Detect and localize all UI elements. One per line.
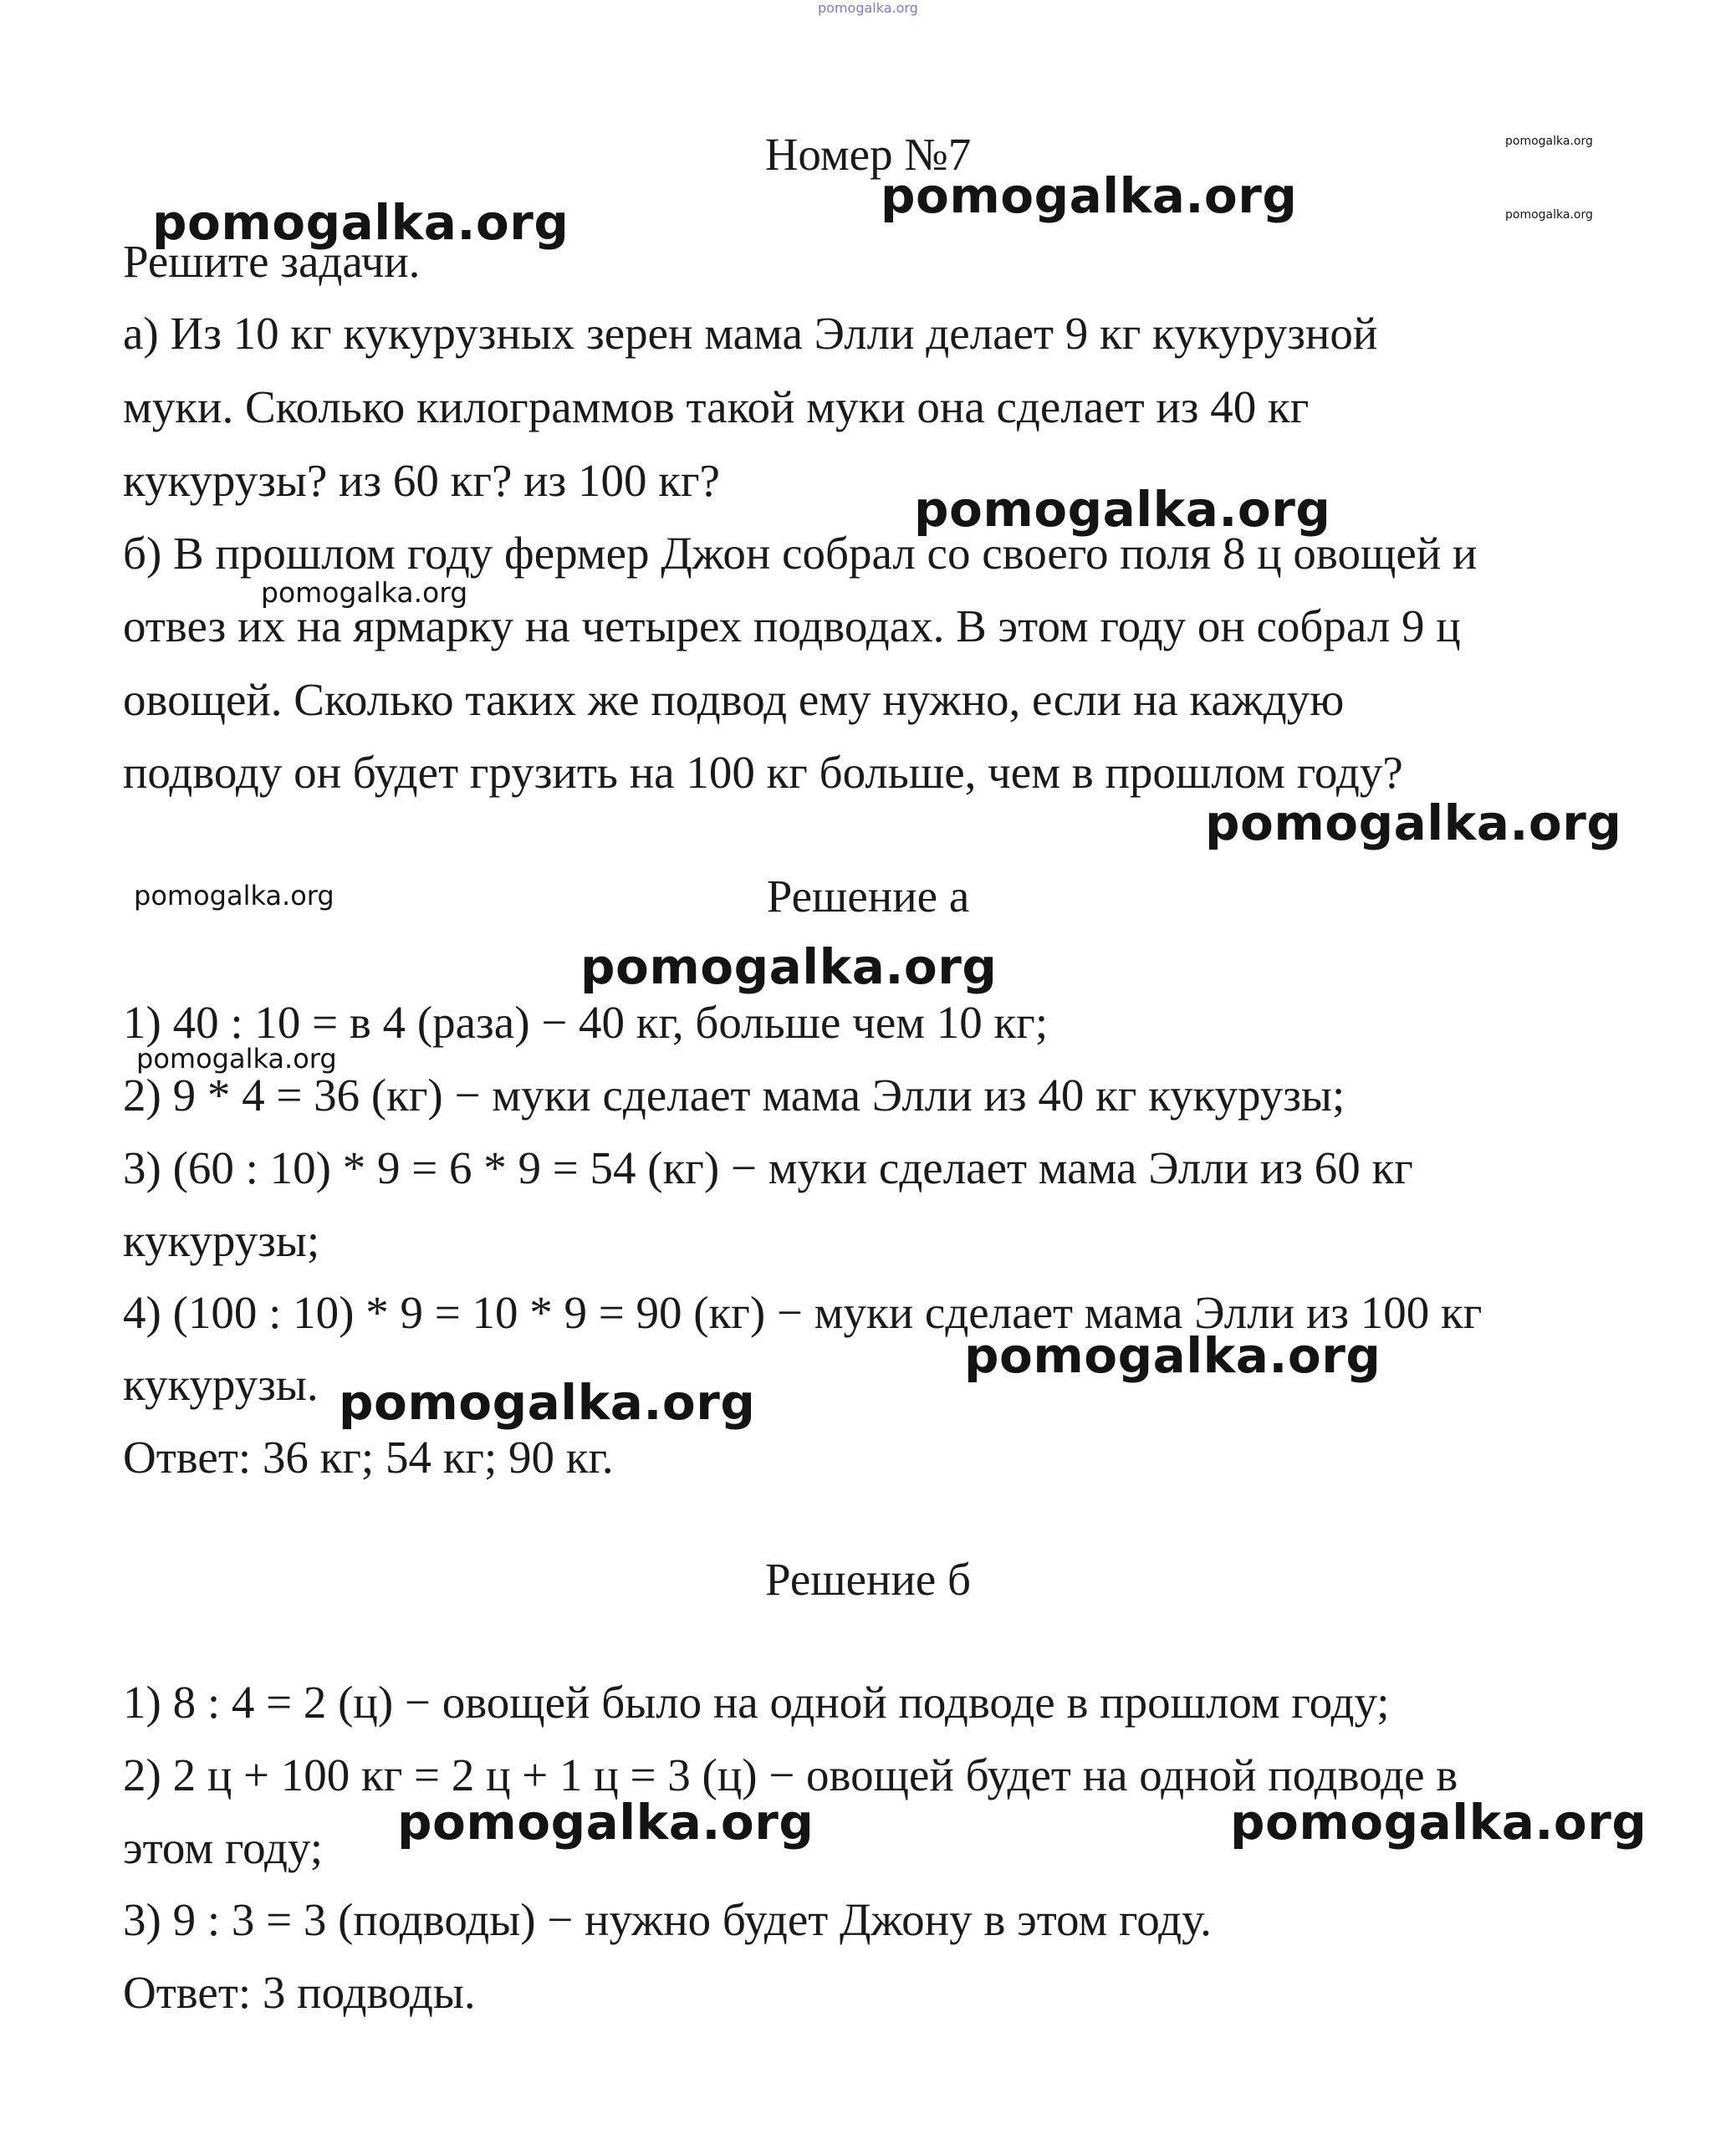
watermark-11: pomogalka.org: [397, 1794, 814, 1851]
solution-b-line: 3) 9 : 3 = 3 (подводы) − нужно будет Джону в этом году.: [123, 1894, 1212, 1945]
watermark-9: pomogalka.org: [964, 1327, 1381, 1384]
solution-a-line: 4) (100 : 10) * 9 = 10 * 9 = 90 (кг) − муки сделает мама Элли из 100 кг: [123, 1287, 1483, 1338]
watermark-6: pomogalka.org: [134, 880, 334, 912]
solution-a-heading: Решение а: [766, 871, 970, 922]
problem-a-line: муки. Сколько килограммов такой муки она сделает из 40 кг: [123, 381, 1310, 432]
watermark-12: pomogalka.org: [1230, 1794, 1647, 1851]
watermark-8: pomogalka.org: [136, 1043, 337, 1075]
problem-b-line: подводу он будет грузить на 100 кг больше, чем в прошлом году?: [123, 747, 1403, 798]
watermark-1: pomogalka.org: [881, 167, 1298, 224]
watermark-7: pomogalka.org: [580, 938, 998, 995]
solution-a-line: кукурузы;: [123, 1215, 320, 1266]
solution-a-answer: Ответ: 36 кг; 54 кг; 90 кг.: [123, 1432, 614, 1483]
watermark-small-2: pomogalka.org: [1505, 208, 1593, 222]
solution-b-heading: Решение б: [764, 1554, 972, 1605]
solution-a-line: 2) 9 * 4 = 36 (кг) − муки сделает мама Элли из 40 кг кукурузы;: [123, 1070, 1345, 1121]
watermark-5: pomogalka.org: [1205, 794, 1622, 851]
problem-a-line: кукурузы? из 60 кг? из 100 кг?: [123, 455, 720, 506]
solution-b-line: 1) 8 : 4 = 2 (ц) − овощей было на одной подводе в прошлом году;: [123, 1677, 1390, 1728]
problem-a-line: а) Из 10 кг кукурузных зерен мама Элли делает 9 кг кукурузной: [123, 308, 1378, 359]
watermark-small-1: pomogalka.org: [1505, 135, 1593, 148]
solution-b-line: этом году;: [123, 1822, 324, 1873]
watermark-4: pomogalka.org: [261, 576, 468, 609]
problem-b-line: б) В прошлом году фермер Джон собрал со своего поля 8 ц овощей и: [123, 528, 1478, 579]
solution-b-line: 2) 2 ц + 100 кг = 2 ц + 1 ц = 3 (ц) − овощей будет на одной подводе в: [123, 1749, 1458, 1800]
solution-a-line: 3) (60 : 10) * 9 = 6 * 9 = 54 (кг) − муки сделает мама Элли из 60 кг: [123, 1142, 1413, 1193]
watermark-10: pomogalka.org: [339, 1374, 756, 1431]
page-title: Номер №7: [764, 129, 972, 180]
watermark-top: pomogalka.org: [818, 0, 918, 16]
solution-a-line: кукурузы.: [123, 1359, 319, 1410]
problem-b-line: отвез их на ярмарку на четырех подводах. В этом году он собрал 9 ц: [123, 600, 1461, 651]
solution-b-answer: Ответ: 3 подводы.: [123, 1967, 476, 2018]
intro-text: Решите задачи.: [123, 236, 421, 287]
problem-b-line: овощей. Сколько таких же подвод ему нужно, если на каждую: [123, 674, 1345, 725]
watermark-3: pomogalka.org: [914, 481, 1331, 538]
solution-a-line: 1) 40 : 10 = в 4 (раза) − 40 кг, больше чем 10 кг;: [123, 997, 1049, 1048]
watermark-2: pomogalka.org: [152, 194, 569, 251]
